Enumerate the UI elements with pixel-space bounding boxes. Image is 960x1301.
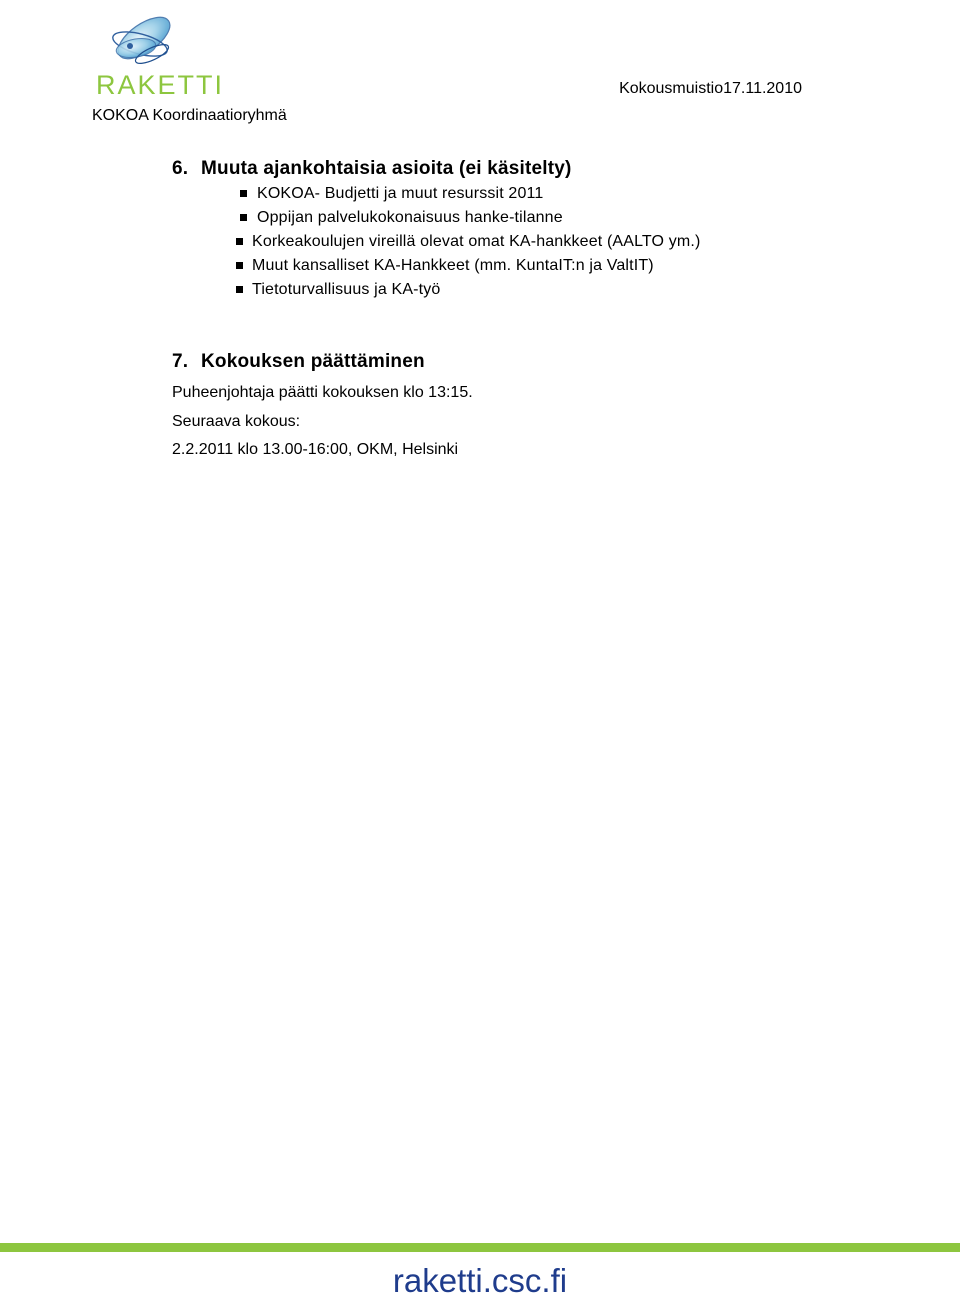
- list-item-text: Oppijan palvelukokonaisuus hanke-tilanne: [257, 209, 563, 226]
- list-item-text: Muut kansalliset KA-Hankkeet (mm. KuntaIT:n ja ValtIT): [252, 257, 654, 274]
- list-item-text: Tietoturvallisuus ja KA-työ: [252, 281, 441, 298]
- section-6-number: 6.: [172, 158, 189, 179]
- raketti-logo: [92, 2, 252, 96]
- list-item-text: Korkeakoulujen vireillä olevat omat KA-hankkeet (AALTO ym.): [252, 233, 701, 250]
- list-item: [252, 254, 700, 278]
- bullet-square-icon: [236, 286, 243, 293]
- next-meeting-details: 2.2.2011 klo 13.00-16:00, OKM, Helsinki: [172, 441, 459, 458]
- bullet-square-icon: [240, 214, 247, 221]
- list-item: [252, 206, 700, 230]
- list-item: [252, 182, 700, 206]
- list-item: [252, 230, 700, 254]
- raketti-logo-mark: [92, 2, 252, 96]
- bullet-square-icon: [236, 238, 243, 245]
- bullet-square-icon: [236, 262, 243, 269]
- footer-divider: [0, 1243, 960, 1252]
- section-7-number: 7.: [172, 351, 189, 372]
- section-6-list: [252, 182, 700, 302]
- footer-url: raketti.csc.fi: [392, 1262, 568, 1299]
- section-7-heading: [172, 351, 425, 373]
- section-7-title: Kokouksen päättäminen: [201, 351, 425, 372]
- next-meeting-label: Seuraava kokous:: [172, 413, 301, 430]
- document-title: Kokousmuistio17.11.2010: [619, 80, 802, 97]
- group-name: KOKOA Koordinaatioryhmä: [92, 107, 287, 124]
- list-item-text: KOKOA- Budjetti ja muut resurssit 2011: [257, 185, 544, 202]
- closing-statement: Puheenjohtaja päätti kokouksen klo 13:15.: [172, 384, 473, 401]
- logo-text: RAKETTI: [96, 70, 225, 96]
- bullet-square-icon: [240, 190, 247, 197]
- section-6-heading: [172, 158, 572, 180]
- list-item: [252, 278, 700, 302]
- section-6-title: Muuta ajankohtaisia asioita (ei käsitelty): [201, 158, 572, 179]
